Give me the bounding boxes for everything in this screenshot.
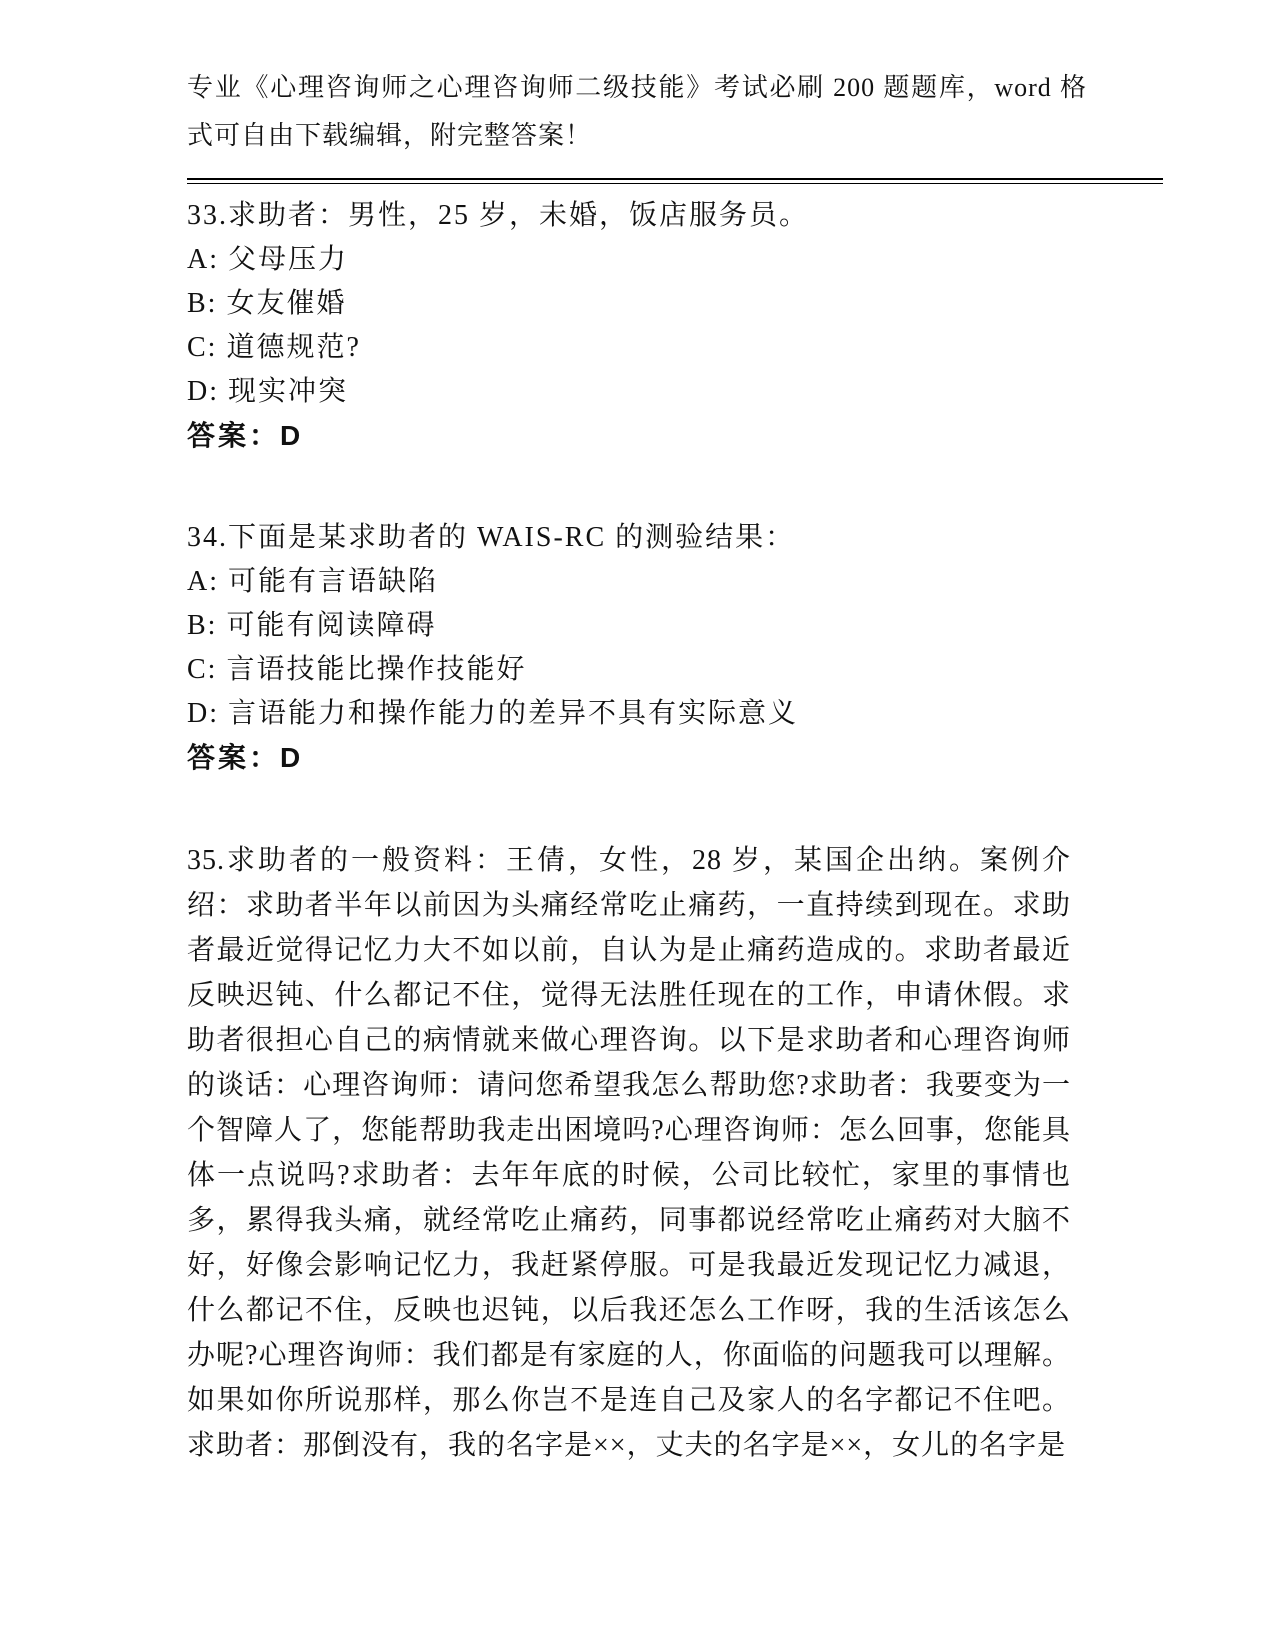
page-content: [187, 64, 1163, 1468]
question-34-stem: 34.下面是某求助者的 WAIS-RC 的测验结果：: [187, 522, 796, 553]
question-33-stem: 33.求助者：男性，25 岁，未婚，饭店服务员。: [187, 200, 810, 231]
question-34: [187, 516, 1071, 780]
question-34-option-d: D: 言语能力和操作能力的差异不具有实际意义: [187, 698, 799, 729]
question-33-option-b: B: 女友催婚: [187, 288, 347, 319]
question-34-option-c: C: 言语技能比操作技能好: [187, 654, 527, 685]
page-header: [187, 64, 1163, 184]
question-33: [187, 194, 1071, 458]
question-35: [187, 838, 1071, 1468]
question-35-stem: 35.求助者的一般资料：王倩，女性，28 岁，某国企出纳。案例介绍：求助者半年以前因为头痛经常吃止痛药，一直持续到现在。求助者最近觉得记忆力大不如以前，自认为是止痛药造成的。求助者最近反映迟钝、什么都记不住，觉得无法胜任现在的工作，申请休假。求助者很担心自己的病情就来做心理咨询。以下是求助者和心理咨询师的谈话：心理咨询师：请问您希望我怎么帮助您?求助者：我要变为一个智障人了，您能帮助我走出困境吗?心理咨询师：怎么回事，您能具体一点说吗?求助者：去年年底的时候，公司比较忙，家里的事情也多，累得我头痛，就经常吃止痛药，同事都说经常吃止痛药对大脑不好，好像会影响记忆力，我赶紧停服。可是我最近发现记忆力减退，什么都记不住，反映也迟钝，以后我还怎么工作呀，我的生活该怎么办呢?心理咨询师：我们都是有家庭的人，你面临的问题我可以理解。如果如你所说那样，那么你岂不是连自己及家人的名字都记不住吧。求助者：那倒没有，我的名字是××，丈夫的名字是××，女儿的名字是: [187, 845, 1071, 1461]
question-34-answer: 答案：D: [187, 742, 304, 773]
question-33-option-d: D: 现实冲突: [187, 376, 349, 407]
question-33-option-a: A: 父母压力: [187, 244, 349, 275]
question-33-option-c: C: 道德规范?: [187, 332, 361, 363]
question-34-option-b: B: 可能有阅读障碍: [187, 610, 437, 641]
question-34-option-a: A: 可能有言语缺陷: [187, 566, 439, 597]
question-33-answer: 答案：D: [187, 420, 304, 451]
header-rule: [187, 178, 1163, 184]
questions-area: [187, 194, 1071, 1468]
header-title-text: 专业《心理咨询师之心理咨询师二级技能》考试必刷 200 题题库，word 格式可自由下载编辑，附完整答案！: [187, 73, 1087, 150]
